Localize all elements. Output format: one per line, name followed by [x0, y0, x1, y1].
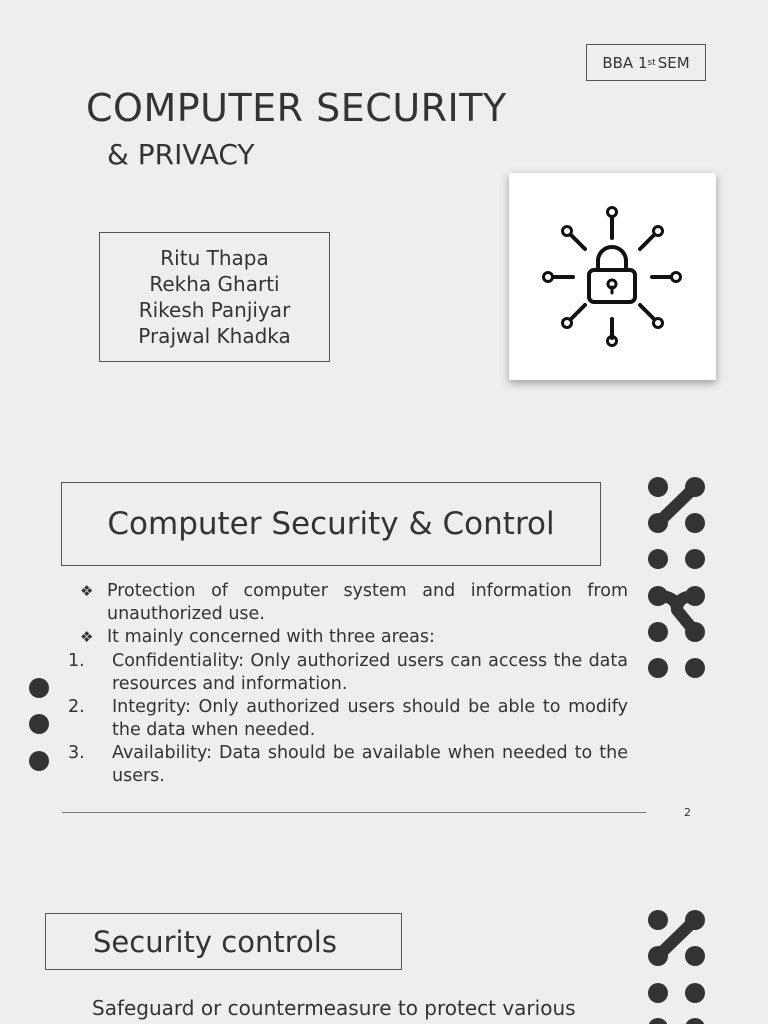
bullet-diamond-icon: ❖	[80, 582, 94, 600]
author-name: Rikesh Panjiyar	[138, 298, 291, 322]
item-number: 1.	[68, 651, 85, 671]
footer-divider	[62, 812, 646, 813]
page-subtitle: & PRIVACY	[107, 138, 255, 171]
item-text: Availability: Data should be available when needed to the users.	[112, 743, 628, 786]
badge-text-after: SEM	[657, 53, 690, 72]
item-text: Confidentiality: Only authorized users can access the data resources and information.	[112, 651, 628, 694]
item-number: 3.	[68, 743, 85, 763]
bullet-diamond-icon: ❖	[80, 628, 94, 646]
section-heading-box	[61, 482, 601, 566]
semester-badge	[586, 44, 706, 81]
page-number: 2	[684, 806, 691, 819]
author-name: Rekha Gharti	[149, 272, 280, 296]
decorative-dot	[29, 678, 49, 698]
numbered-item	[68, 650, 628, 696]
author-name: Ritu Thapa	[160, 246, 269, 270]
bullet-text: It mainly concerned with three areas:	[107, 627, 435, 647]
item-number: 2.	[68, 697, 85, 717]
numbered-item	[68, 696, 628, 742]
section-heading-box	[45, 913, 402, 970]
section-heading: Security controls	[93, 924, 337, 959]
page-title: COMPUTER SECURITY	[86, 86, 507, 130]
network-lock-icon	[509, 173, 716, 380]
author-name: Prajwal Khadka	[138, 324, 291, 348]
lock-image-card	[509, 173, 716, 380]
authors-box	[99, 232, 330, 362]
decorative-dot-pattern	[640, 903, 715, 1024]
numbered-item	[68, 742, 628, 788]
decorative-dot	[29, 714, 49, 734]
bullet-text: Protection of computer system and information from unauthorized use.	[107, 581, 628, 624]
bullet-item	[80, 626, 628, 649]
badge-text: BBA 1	[602, 53, 648, 72]
item-text: Integrity: Only authorized users should be able to modify the data when needed.	[112, 697, 628, 740]
decorative-dot	[29, 751, 49, 771]
section-body-text: Safeguard or countermeasure to protect various	[92, 996, 576, 1020]
decorative-dot-pattern	[640, 470, 715, 685]
badge-superscript: st	[647, 57, 656, 68]
bullet-item	[80, 580, 628, 626]
section-heading: Computer Security & Control	[107, 506, 555, 542]
